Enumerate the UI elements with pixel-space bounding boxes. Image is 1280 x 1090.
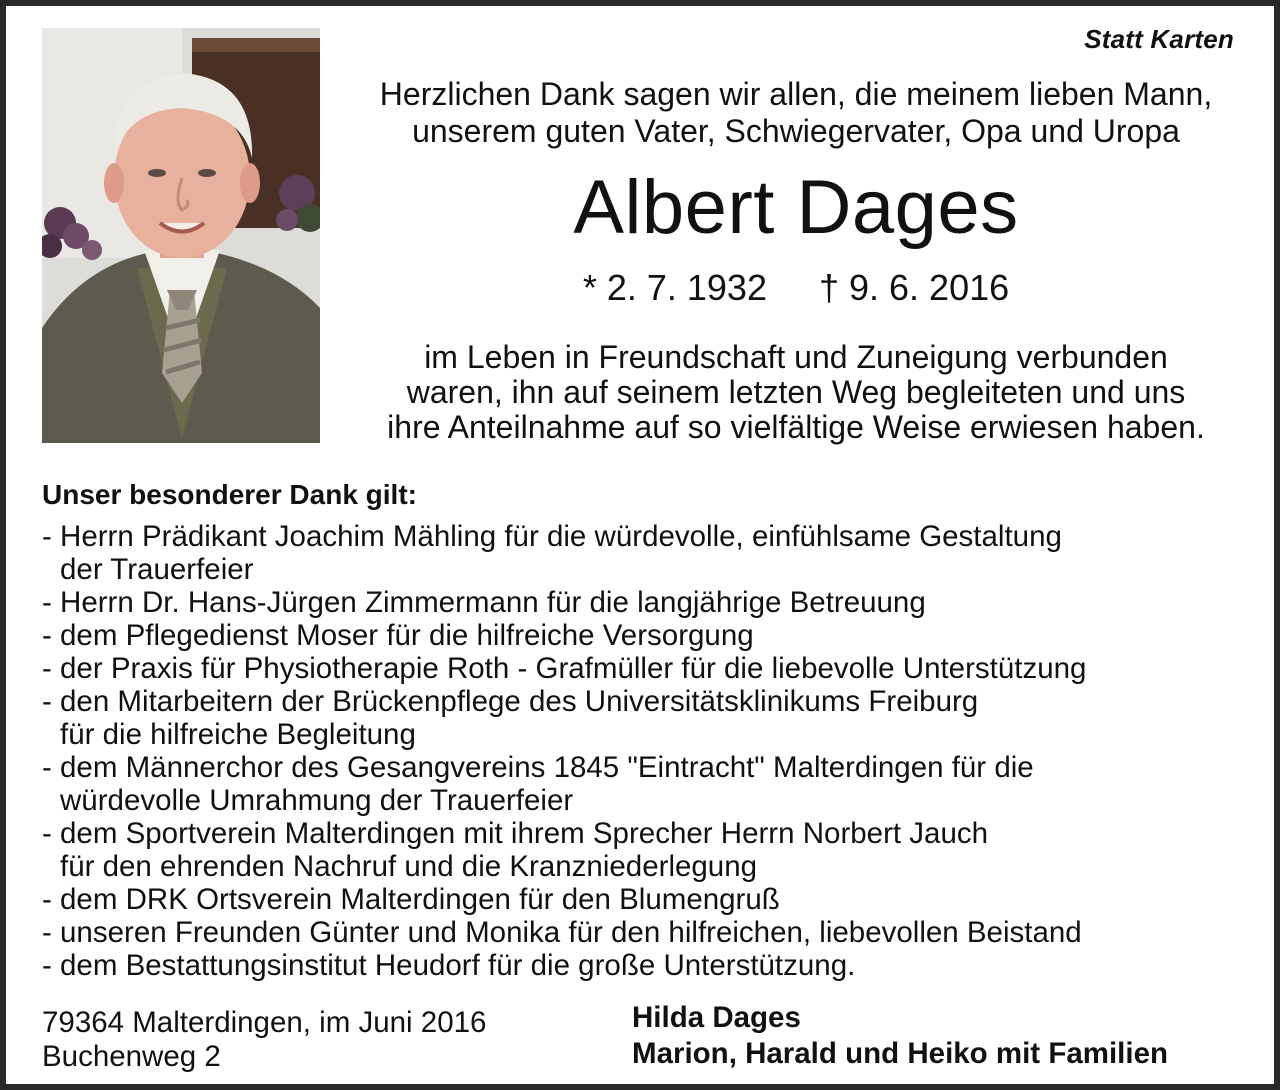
list-item: - dem Pflegedienst Moser für die hilfreiche Versorgung xyxy=(42,619,754,652)
list-item: - den Mitarbeitern der Brückenpflege des Universitätsklinikums Freiburg xyxy=(42,685,979,718)
list-item: - dem Männerchor des Gesangvereins 1845 "Eintracht" Malterdingen für die xyxy=(42,751,1034,784)
list-item: - der Praxis für Physiotherapie Roth - Grafmüller für die liebevolle Unterstützung xyxy=(42,652,1087,685)
list-item: - Herrn Dr. Hans-Jürgen Zimmermann für die langjährige Betreuung xyxy=(42,586,926,619)
thanks-line: im Leben in Freundschaft und Zuneigung verbunden xyxy=(424,339,1168,375)
list-item: - Herrn Prädikant Joachim Mähling für die würdevolle, einfühlsame Gestaltung xyxy=(42,520,1062,553)
list-item-continuation: für den ehrenden Nachruf und die Kranzniederlegung xyxy=(60,850,758,883)
birth-date: * 2. 7. 1932 xyxy=(582,267,767,308)
street-address: Buchenweg 2 xyxy=(42,1040,221,1073)
address-block xyxy=(42,1006,486,1074)
list-item-continuation: der Trauerfeier xyxy=(60,553,254,586)
list-item: - dem Bestattungsinstitut Heudorf für die große Unterstützung. xyxy=(42,949,856,982)
death-date: † 9. 6. 2016 xyxy=(818,267,1010,308)
place-date: 79364 Malterdingen, im Juni 2016 xyxy=(42,1006,487,1039)
life-dates xyxy=(336,262,1256,314)
thanks-line: ihre Anteilnahme auf so vielfältige Weise erwiesen haben. xyxy=(387,409,1205,445)
signer-primary: Hilda Dages xyxy=(632,1001,801,1034)
intro-line: unserem guten Vater, Schwiegervater, Opa und Uropa xyxy=(412,113,1180,149)
signers-block xyxy=(632,1000,1168,1072)
list-item: - unseren Freunden Günter und Monika für den hilfreichen, liebevollen Beistand xyxy=(42,916,1082,949)
thanks-text xyxy=(336,340,1256,445)
list-item: - dem DRK Ortsverein Malterdingen für den Blumengruß xyxy=(42,883,780,916)
portrait-photo xyxy=(42,28,320,443)
list-item-continuation: für die hilfreiche Begleitung xyxy=(60,718,416,751)
thanks-line: waren, ihn auf seinem letzten Weg begleiteten und uns xyxy=(406,374,1186,410)
signer-family: Marion, Harald und Heiko mit Familien xyxy=(632,1037,1168,1070)
list-item-continuation: würdevolle Umrahmung der Trauerfeier xyxy=(60,784,574,817)
list-item: - dem Sportverein Malterdingen mit ihrem Sprecher Herrn Norbert Jauch xyxy=(42,817,989,850)
special-thanks-heading: Unser besonderer Dank gilt: xyxy=(42,479,417,510)
statt-karten-label: Statt Karten xyxy=(1084,24,1234,54)
intro-text xyxy=(336,76,1256,150)
special-thanks-list xyxy=(42,520,1262,982)
intro-line: Herzlichen Dank sagen wir allen, die meinem lieben Mann, xyxy=(379,76,1213,112)
deceased-name: Albert Dages xyxy=(573,165,1019,250)
